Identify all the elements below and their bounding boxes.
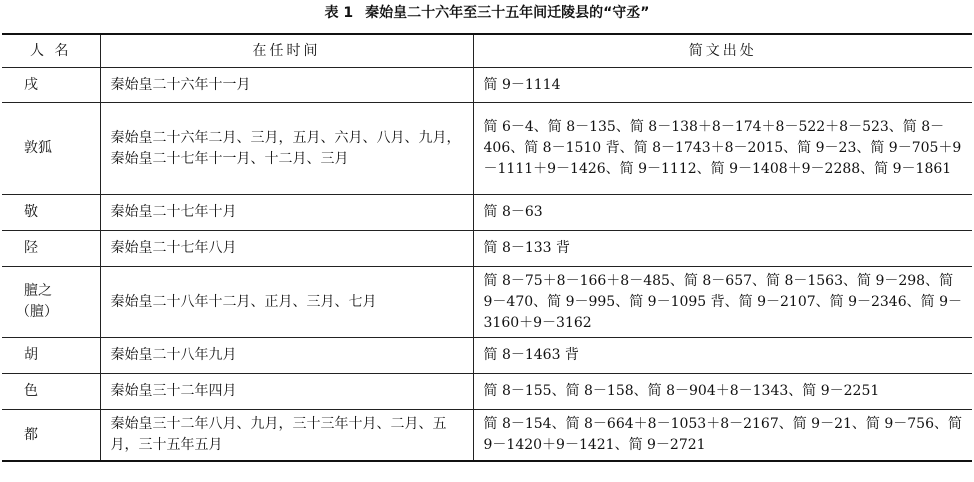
- cell-name: [2, 103, 100, 195]
- cell-name: [2, 195, 100, 231]
- table-row: [2, 195, 972, 231]
- cell-period: 秦始皇二十八年九月: [100, 338, 473, 374]
- name-text: 敬: [24, 204, 38, 220]
- cell-source: 简 8－75＋8－166＋8－485、简 8－657、简 8－1563、简 9－298、简 9－470、简 9－995、简 9－1095 背、简 9－2107、简 9－2346、简 9－3160＋9－3162: [473, 267, 972, 338]
- cell-source: 简 8－1463 背: [473, 338, 972, 374]
- name-text: 陉: [24, 240, 38, 256]
- cell-source: 简 8－63: [473, 195, 972, 231]
- guardian-table: [2, 33, 972, 462]
- name-alt-text: （膻）: [16, 304, 58, 320]
- cell-source: 简 6－4、简 8－135、简 8－138＋8－174＋8－522＋8－523、简 8－406、简 8－1510 背、简 8－1743＋8－2015、简 9－23、简 9－705＋9－1111＋9－1426、简 9－1112、简 9－1408＋9－2288、简 9－1861: [473, 103, 972, 195]
- table-row: [2, 338, 972, 374]
- table-row: [2, 231, 972, 267]
- cell-name: [2, 68, 100, 103]
- cell-source: 简 9－1114: [473, 68, 972, 103]
- name-text: 膻之: [24, 283, 52, 299]
- table-title: 秦始皇二十六年至三十五年间迁陵县的“守丞”: [365, 5, 650, 21]
- name-text: 胡: [24, 347, 38, 363]
- cell-name: [2, 231, 100, 267]
- name-text: 色: [24, 383, 38, 399]
- table-row: [2, 374, 972, 410]
- name-text: 敦狐: [24, 140, 52, 156]
- cell-source: 简 8－154、简 8－664＋8－1053＋8－2167、简 9－21、简 9－756、简 9－1420＋9－1421、简 9－2721: [473, 410, 972, 462]
- header-name: 人 名: [2, 34, 100, 68]
- table-row: [2, 267, 972, 338]
- cell-name: [2, 410, 100, 462]
- cell-period: 秦始皇二十六年二月、三月，五月、六月、八月、九月，秦始皇二十七年十一月、十二月、三月: [100, 103, 473, 195]
- table-caption: [0, 4, 974, 22]
- cell-name: [2, 267, 100, 338]
- cell-source: 简 8－133 背: [473, 231, 972, 267]
- cell-period: 秦始皇二十七年十月: [100, 195, 473, 231]
- cell-name: [2, 374, 100, 410]
- table-number: 表 1: [324, 5, 354, 21]
- table-row: [2, 103, 972, 195]
- table-row: [2, 410, 972, 462]
- cell-period: 秦始皇二十六年十一月: [100, 68, 473, 103]
- name-text: 都: [24, 426, 38, 443]
- cell-period: 秦始皇三十二年八月、九月，三十三年十月、二月、五月，三十五年五月: [100, 410, 473, 462]
- cell-source: 简 8－155、简 8－158、简 8－904＋8－1343、简 9－2251: [473, 374, 972, 410]
- table-header-row: [2, 34, 972, 68]
- cell-period: 秦始皇二十八年十二月、正月、三月、七月: [100, 267, 473, 338]
- header-source: 简文出处: [473, 34, 972, 68]
- table-row: [2, 68, 972, 103]
- header-period: 在任时间: [100, 34, 473, 68]
- cell-name: [2, 338, 100, 374]
- cell-period: 秦始皇三十二年四月: [100, 374, 473, 410]
- name-text: 戌: [24, 76, 38, 93]
- cell-period: 秦始皇二十七年八月: [100, 231, 473, 267]
